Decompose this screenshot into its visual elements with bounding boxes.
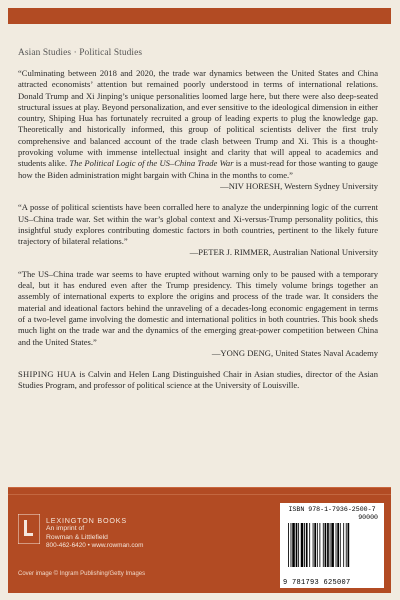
book-title-italic: The Political Logic of the US–China Trade War: [69, 158, 234, 169]
price-code: 90000: [358, 514, 378, 521]
barcode-digits: 9 781793 625007: [283, 579, 351, 587]
band-divider: [8, 494, 391, 495]
isbn-label: ISBN 978-1-7936-2500-7: [288, 506, 376, 513]
blurb-horesh-text-1: “Culminating between 2018 and 2020, the trade war dynamics between the United States and China attracted economists’ attention but remained poorly understood in terms of international relations. Donald Trump and Xi Jinping’s unique personalities loomed large here, but there were also deep-seated structural issues at play. Beyond personalization, and ever sensitive to the ideological dimension in either country, Shiping Hua has fortunately recruited a group of leading experts to plug the knowledge gap. Theoretically and historically informed, this group of political scientists deliver the first truly comprehensive and balanced account of the trade clash between Trump and Xi. This is a thought-provoking volume with immense intellectual insight and clarity that will appeal to academics and students alike.: [18, 68, 378, 169]
blurbs: [18, 68, 378, 392]
cover-panel: [8, 8, 391, 592]
top-color-band: [8, 8, 391, 24]
publisher-contact: 800-462-6420 • www.rowman.com: [46, 542, 144, 549]
barcode-icon: [286, 523, 378, 577]
parent-publisher: Rowman & Littlefield: [46, 533, 108, 541]
blurb-deng: “The US–China trade war seems to have erupted without warning only to be paused with a temporary deal, but it has endured even after the Trump presidency. This timely volume brings together an assembly of international experts to explore the origins and process of the trade war. It considers the material and ideational factors behind the unraveling of a decades-long economic engagement in terms of a two-level game involving the domestic and international politics in both countries. This book sheds much light on the trade war and the dynamics of the emerging great-power competition between China and the United States.”: [18, 268, 378, 347]
attribution-deng: —YONG DENG, United States Naval Academy: [211, 347, 378, 358]
blurb-horesh: [18, 68, 378, 181]
lexington-logo-icon: [18, 514, 40, 544]
author-bio: [18, 369, 378, 392]
author-name: SHIPING HUA: [18, 369, 77, 380]
author-bio-text: is Calvin and Helen Lang Distinguished Chair in Asian studies, director of the Asian Studies Program, and professor of political science at the University of Louisville.: [18, 369, 379, 391]
publisher-info: [46, 516, 143, 551]
category-line: Asian Studies · Political Studies: [18, 48, 143, 58]
publisher-name: LEXINGTON BOOKS: [46, 516, 127, 525]
cover-credit: Cover image © Ingram Publishing/Getty Images: [18, 571, 146, 577]
publisher-band: [8, 487, 391, 593]
blurb-rimmer: “A posse of political scientists have been corralled here to analyze the underpinning logic of the current US–China trade war. Set within the war’s global context and Xi-versus-Trump personality politics, this insightful study explores contributing domestic factors in both countries, pertinent to the likely future trajectory of bilateral relations.”: [18, 202, 378, 247]
blurb-horesh-text-2: is a must-read for those wanting to gauge how the Biden administration might bargain with China in the months to come.”: [18, 158, 378, 180]
attribution-horesh: —NIV HORESH, Western Sydney University: [220, 180, 378, 191]
imprint-line: An imprint of: [46, 525, 85, 532]
attribution-rimmer: —PETER J. RIMMER, Australian National University: [189, 247, 378, 258]
isbn-barcode-box: [280, 503, 384, 588]
